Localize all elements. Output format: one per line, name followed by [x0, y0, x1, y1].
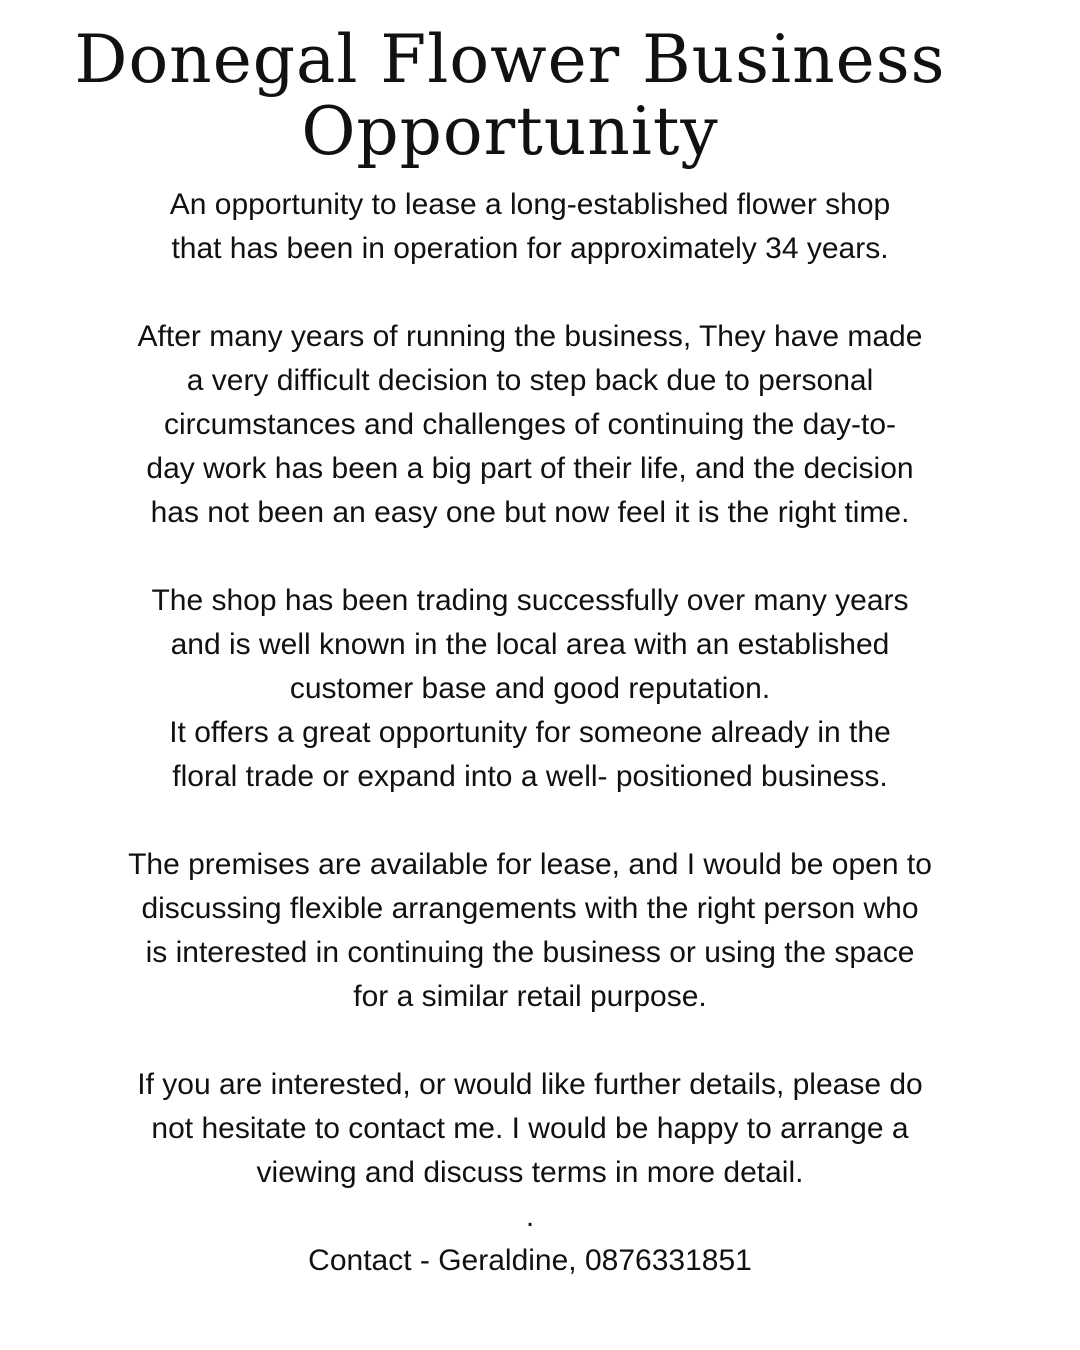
- text-line: After many years of running the business, They have made: [137, 320, 923, 353]
- contact-line: Contact - Geraldine, 0876331851: [308, 1244, 752, 1277]
- text-line: not hesitate to contact me. I would be happy to arrange a: [151, 1112, 909, 1145]
- title-line-1: Donegal Flower Business: [74, 21, 946, 98]
- paragraph-shop-details: [60, 579, 1000, 799]
- page-title: [60, 21, 960, 170]
- text-line: for a similar retail purpose.: [353, 980, 707, 1013]
- paragraph-lease-terms: [60, 843, 1000, 1019]
- title-line-2: Opportunity: [301, 93, 719, 170]
- text-line: day work has been a big part of their life, and the decision: [146, 452, 914, 485]
- text-line: a very difficult decision to step back due to personal: [186, 364, 874, 397]
- text-line: The shop has been trading successfully over many years: [151, 584, 909, 617]
- text-line: customer base and good reputation.: [289, 672, 771, 705]
- paragraph-gap: [60, 271, 1000, 315]
- text-line: has not been an easy one but now feel it is the right time.: [150, 496, 910, 529]
- text-line: that has been in operation for approximately 34 years.: [171, 232, 889, 265]
- paragraph-call-to-action: [60, 1063, 1000, 1195]
- text-line: The premises are available for lease, and I would be open to: [128, 848, 932, 881]
- text-line: floral trade or expand into a well- positioned business.: [172, 760, 888, 793]
- paragraph-intro: [60, 183, 1000, 271]
- separator-dot: .: [525, 1200, 535, 1233]
- text-line: circumstances and challenges of continuing the day-to-: [163, 408, 897, 441]
- text-line: and is well known in the local area with an established: [170, 628, 890, 661]
- paragraph-gap: [60, 799, 1000, 843]
- text-line: It offers a great opportunity for someone already in the: [169, 716, 891, 749]
- text-line: If you are interested, or would like further details, please do: [137, 1068, 923, 1101]
- text-line: An opportunity to lease a long-established flower shop: [169, 188, 891, 221]
- paragraph-gap: [60, 1019, 1000, 1063]
- paragraph-gap: [60, 535, 1000, 579]
- text-line: viewing and discuss terms in more detail.: [256, 1156, 804, 1189]
- flyer-body: [60, 183, 1000, 1283]
- paragraph-background: [60, 315, 1000, 535]
- text-line: is interested in continuing the business or using the space: [145, 936, 915, 969]
- text-line: discussing flexible arrangements with the right person who: [141, 892, 919, 925]
